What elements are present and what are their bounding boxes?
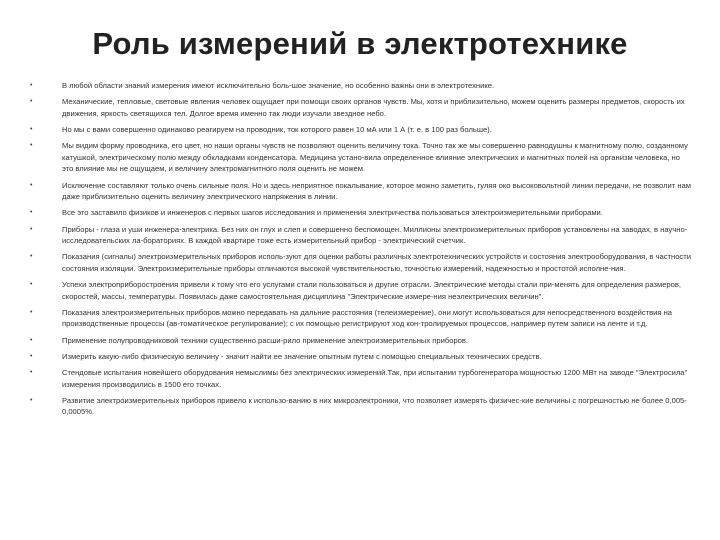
list-item-text: Развитие электроизмерительных приборов привело к использо-ванию в них микроэлектроники, что позволяет измерять физичес-кие величины с погрешностью не более 0,005-0,0005%. bbox=[62, 395, 687, 417]
list-item-text: Механические, тепловые, световые явления человек ощущает при помощи своих органов чувств. Мы, хотя и приблизительно, можем оценить размеры предметов, скорость их движения, яркость светящихся тел. Долгое время именно так люди изучали звездное небо. bbox=[62, 97, 685, 118]
list-item bbox=[30, 96, 692, 119]
bullet-icon: • bbox=[30, 336, 33, 344]
bullet-icon: • bbox=[30, 142, 33, 150]
list-item bbox=[30, 224, 692, 247]
bullet-icon: • bbox=[30, 253, 33, 261]
bullet-icon: • bbox=[30, 181, 33, 189]
bullet-icon: • bbox=[30, 209, 33, 217]
list-item-text: Мы видим форму проводника, его цвет, но наши органы чувств не позволяют оценить величину тока. Точно так же мы совершенно равнодушны к магнитному полю, созданному катушкой, электрическому полю между обкладками конденсатора. Медицина устано-вила определенное влияние электрических и магнитных полей на организм человека, но это влияние мы не ощущаем, и величину электромагнитного поля оценить не можем. bbox=[62, 141, 688, 174]
list-item-text: Исключение составляют только очень сильные поля. Но и здесь неприятное покалывание, которое можно заметить, гуляя око высоковольтной линии передачи, не позволит нам даже приблизительно оценить величину электрического напряжения в линии. bbox=[62, 180, 691, 202]
bullet-icon: • bbox=[30, 225, 33, 233]
bullet-icon: • bbox=[30, 352, 33, 360]
list-item bbox=[30, 351, 692, 363]
list-item-text: Приборы - глаза и уши инженера-электрика. Без них он глух и слеп и совершенно беспомощен. Миллионы электроизмерительных приборов установлены на заводах, в научно-исследовательских ла-бораториях. В каждой квартире тоже есть измерительный прибор - электрический счетчик. bbox=[62, 224, 688, 246]
bullet-icon: • bbox=[30, 125, 33, 133]
list-item bbox=[30, 307, 692, 330]
list-item-text: Показания (сигналы) электроизмерительных приборов исполь-зуют для оценки работы различных электротехнических устройств и состояния электрооборудования, в частности состояния изоляции. Электроизмерительные приборы отличаются высокой чувствительностью, точностью измерений, надежностью и простотой исполне-ния. bbox=[62, 252, 691, 273]
bullet-icon: • bbox=[30, 82, 33, 89]
bullet-icon: • bbox=[30, 308, 33, 316]
bullet-list bbox=[30, 80, 692, 423]
list-item bbox=[30, 80, 692, 92]
list-item bbox=[30, 207, 692, 219]
list-item-text: Показания электроизмерительных приборов можно передавать на дальние расстояния (телеизмерение), они могут использоваться для непосредственного воздействия на производственные процессы (ав-томатическое регулирование); с их помощью регистрируют ход кон-тролируемых процессов, например путем записи на ленте и т.д. bbox=[62, 307, 673, 329]
list-item-text: Стендовые испытания новейшего оборудования немыслимы без электрических измерений.Так, при испытании турбогенератора мощностью 1200 МВт на заводе "Электросила" измерения производились в 1500 его точках. bbox=[62, 368, 688, 389]
list-item bbox=[30, 395, 692, 418]
bullet-icon: • bbox=[30, 98, 33, 106]
list-item bbox=[30, 279, 692, 302]
bullet-icon: • bbox=[30, 281, 33, 289]
list-item bbox=[30, 180, 692, 203]
list-item-text: Все это заставило физиков и инженеров с первых шагов исследования и применения электричества пользоваться электроизмерительными приборами. bbox=[62, 208, 603, 218]
list-item bbox=[30, 124, 692, 136]
list-item-text: Измерить какую-либо физическую величину - значит найти ее значение опытным путем с помощью специальных технических средств. bbox=[62, 351, 542, 361]
list-item-text: Но мы с вами совершенно одинаково реагируем на проводник, ток которого равен 10 мА или 1 А (т. е. в 100 раз больше). bbox=[62, 124, 492, 134]
list-item bbox=[30, 251, 692, 274]
list-item bbox=[30, 335, 692, 347]
list-item bbox=[30, 140, 692, 175]
list-item-text: Применение полупроводниковой техники существенно расши-рило применение электроизмерительных приборов. bbox=[62, 335, 469, 345]
bullet-icon: • bbox=[30, 369, 33, 376]
list-item-text: Успехи электроприборостроения привели к тому что его услугами стали пользоваться и другие отрасли. Электрические методы стали при-менять для определения размеров, скоростей, массы, температуры. Появилась даже самостоятельная дисциплина "Электрические измере-ния неэлектрических величин". bbox=[62, 280, 682, 301]
list-item bbox=[30, 367, 692, 390]
page-title: Роль измерений в электротехнике bbox=[92, 26, 628, 61]
list-item-text: В любой области знаний измерения имеют исключительно боль-шое значение, но особенно важны они в электротехнике. bbox=[62, 81, 495, 90]
bullet-icon: • bbox=[30, 396, 33, 404]
